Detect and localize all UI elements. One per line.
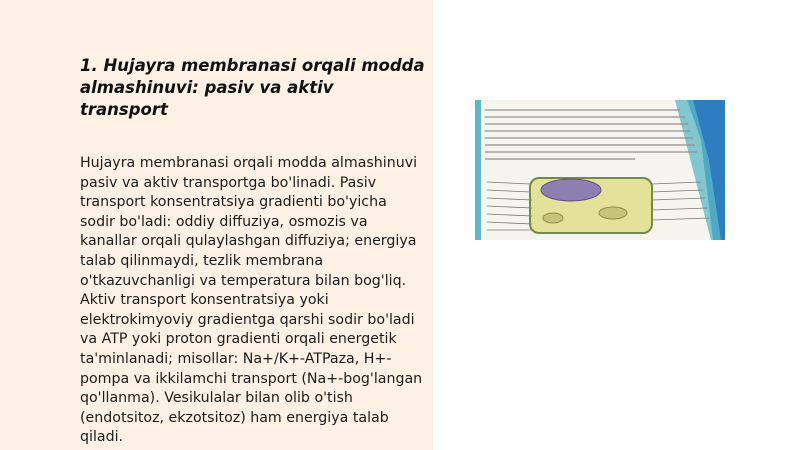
cell-diagram-graphic [475, 100, 725, 240]
nucleus-shape [541, 179, 601, 201]
cell-diagram-image [475, 100, 725, 240]
slide-title: 1. Hujayra membranasi orqali modda almashinuvi: pasiv va aktiv transport [80, 56, 425, 119]
organelle-shape [543, 213, 563, 223]
teal-edge-left [475, 100, 481, 240]
slide-body-text: Hujayra membranasi orqali modda almashinuvi pasiv va aktiv transportga bo'linadi. Pasiv transport konsentratsiya gradienti bo'yicha sodir bo'ladi: oddiy diffuziya, osmozis va kanallar orqali qulaylashgan diffuziya; energiya talab qilinmaydi, tezlik membrana o'tkazuvchanligi va temperatura bilan bog'liq. Aktiv transport konsentratsiya yoki elektrokimyoviy gradientga qarshi sodir bo'ladi va ATP yoki proton gradienti orqali energetik ta'minlanadi; misollar: Na+/K+-ATPaza, H+-pompa va ikkilamchi transport (Na+-bog'langan qo'llanma). Vesikulalar bilan olib o'tish (endotsitoz, ekzotsitoz) ham energiya talab qiladi. [80, 155, 423, 446]
scanned-text-lines [485, 110, 697, 159]
organelle-shape [599, 207, 627, 219]
